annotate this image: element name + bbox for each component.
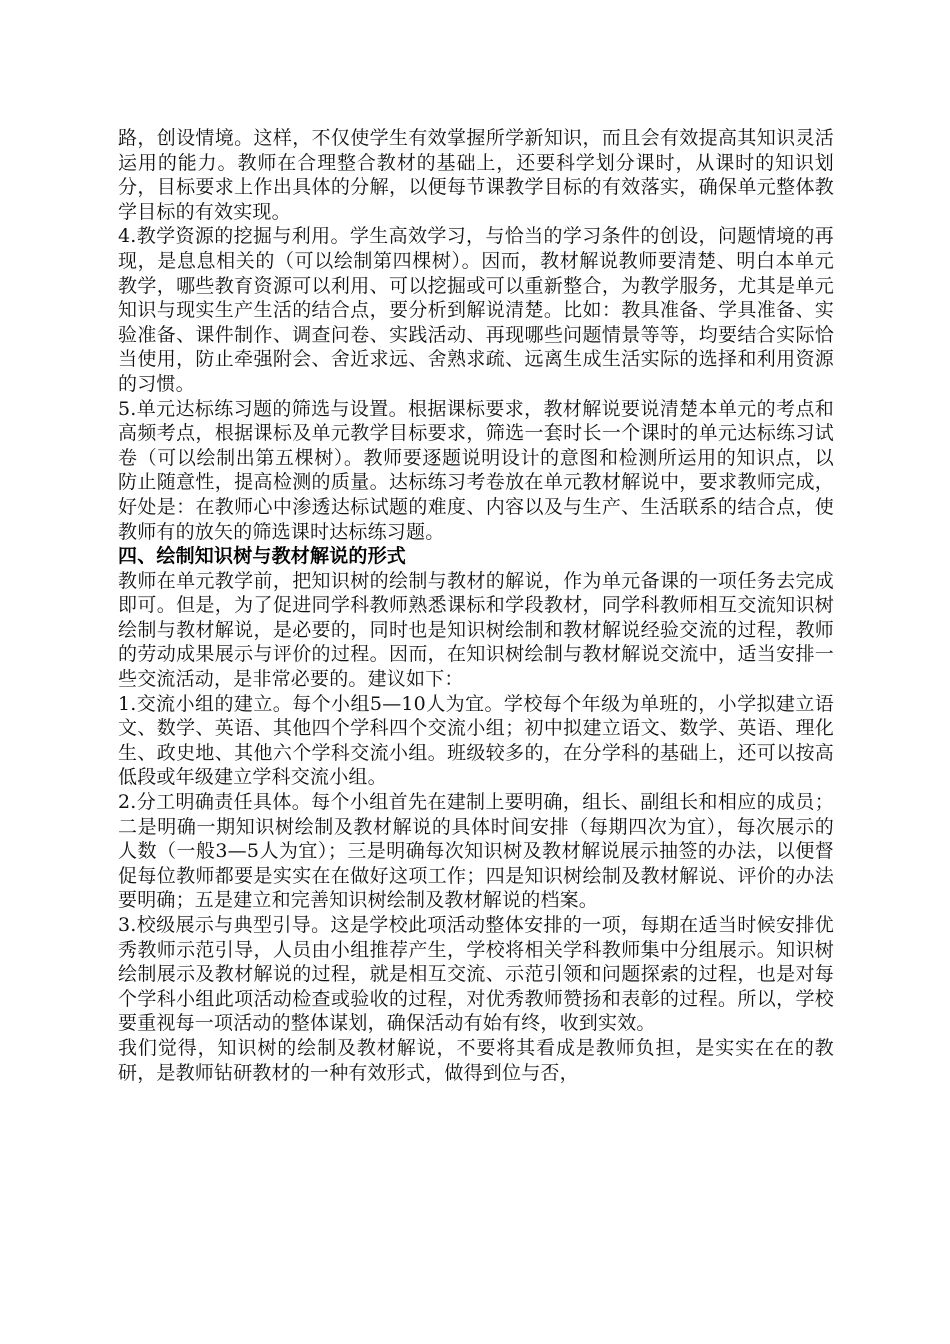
document-body bbox=[118, 126, 834, 1085]
section-heading-4: 四、绘制知识树与教材解说的形式 bbox=[118, 545, 407, 568]
paragraph-suggestion-1: 1.交流小组的建立。每个小组5—10人为宜。学校每个年级为单班的，小学拟建立语文、数学、英语、其他四个学科四个交流小组；初中拟建立语文、数学、英语、理化生、政史地、其他六个学科交流小组。班级较多的，在分学科的基础上，还可以按高低段或年级建立学科交流小组。 bbox=[118, 692, 834, 789]
paragraph-closing: 我们觉得，知识树的绘制及教材解说，不要将其看成是教师负担，是实实在在的教研，是教师钻研教材的一种有效形式，做得到位与否， bbox=[118, 1036, 834, 1084]
paragraph-section-intro: 教师在单元教学前，把知识树的绘制与教材的解说，作为单元备课的一项任务去完成即可。但是，为了促进同学科教师熟悉课标和学段教材，同学科教师相互交流知识树绘制与教材解说，是必要的，同时也是知识树绘制和教材解说经验交流的过程，教师的劳动成果展示与评价的过程。因而，在知识树绘制与教材解说交流中，适当安排一些交流活动，是非常必要的。建议如下： bbox=[118, 569, 834, 691]
paragraph-suggestion-3: 3.校级展示与典型引导。这是学校此项活动整体安排的一项，每期在适当时候安排优秀教师示范引导，人员由小组推荐产生，学校将相关学科教师集中分组展示。知识树绘制展示及教材解说的过程，就是相互交流、示范引领和问题探索的过程，也是对每个学科小组此项活动检查或验收的过程，对优秀教师赞扬和表彰的过程。所以，学校要重视每一项活动的整体谋划，确保活动有始有终，收到实效。 bbox=[118, 914, 834, 1035]
paragraph-continuation: 路，创设情境。这样，不仅使学生有效掌握所学新知识，而且会有效提高其知识灵活运用的能力。教师在合理整合教材的基础上，还要科学划分课时，从课时的知识划分，目标要求上作出具体的分解，以便每节课教学目标的有效落实，确保单元整体教学目标的有效实现。 bbox=[118, 127, 834, 223]
paragraph-suggestion-2: 2.分工明确责任具体。每个小组首先在建制上要明确，组长、副组长和相应的成员；二是明确一期知识树绘制及教材解说的具体时间安排（每期四次为宜），每次展示的人数（一般3—5人为宜）；三是明确每次知识树及教材解说展示抽签的办法，以便督促每位教师都要是实实在在做好这项工作；四是知识树绘制及教材解说、评价的办法要明确；五是建立和完善知识树绘制及教材解说的档案。 bbox=[118, 791, 834, 912]
paragraph-item-5: 5.单元达标练习题的筛选与设置。根据课标要求，教材解说要说清楚本单元的考点和高频考点，根据课标及单元教学目标要求，筛选一套时长一个课时的单元达标练习试卷（可以绘制出第五棵树）。教师要逐题说明设计的意图和检测所运用的知识点，以防止随意性，提高检测的质量。达标练习考卷放在单元教材解说中，要求教师完成，好处是：在教师心中渗透达标试题的难度、内容以及与生产、生活联系的结合点，使教师有的放矢的筛选课时达标练习题。 bbox=[118, 397, 834, 543]
paragraph-item-4: 4.教学资源的挖掘与利用。学生高效学习，与恰当的学习条件的创设，问题情境的再现，是息息相关的（可以绘制第四棵树）。因而，教材解说教师要清楚、明白本单元教学，哪些教育资源可以利用、可以挖掘或可以重新整合，为教学服务，尤其是单元知识与现实生产生活的结合点，要分析到解说清楚。比如：教具准备、学具准备、实验准备、课件制作、调查问卷、实践活动、再现哪些问题情景等等，均要结合实际恰当使用，防止牵强附会、舍近求远、舍熟求疏、远离生成生活实际的选择和利用资源的习惯。 bbox=[118, 225, 834, 395]
